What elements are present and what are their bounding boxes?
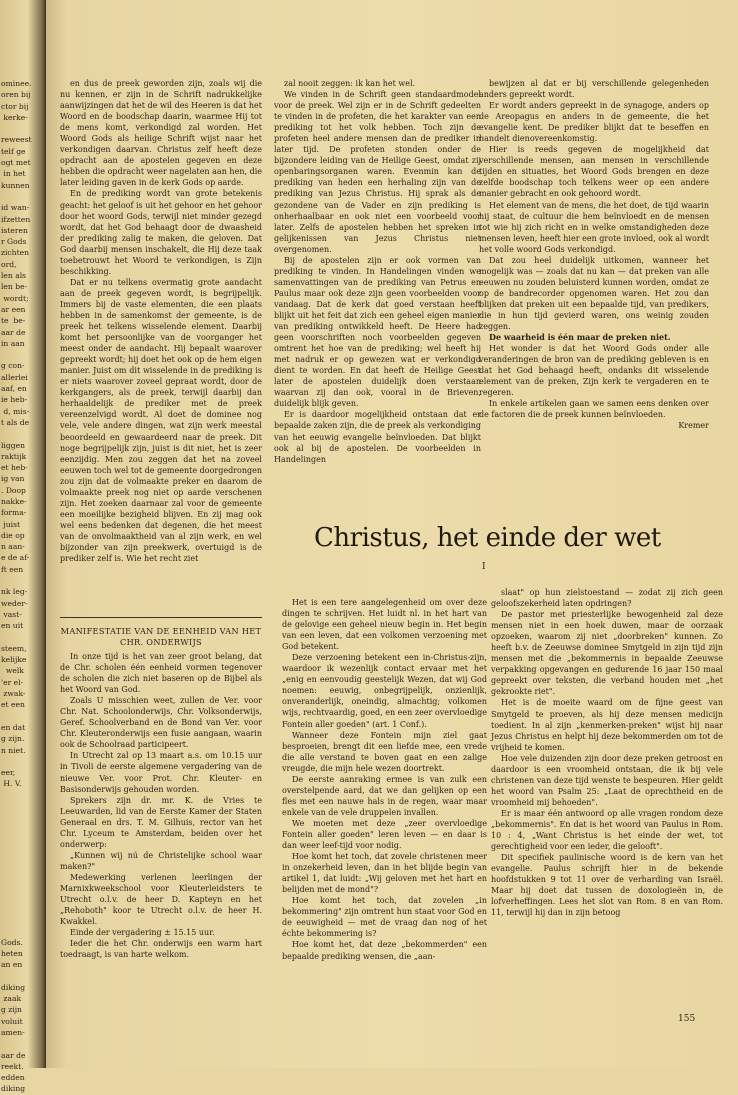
paragraph: Er is daardoor mogelijkheid ontstaan dat er bepaalde zaken zijn, die de preek als verkondiging van het eeuwig evangelie beïnvloeden. Dat blijkt ook al bij de apostelen. De voorbeelden in Handelingen xyxy=(274,410,481,464)
paragraph: Wanneer deze Fontein mijn ziel gaat besproeien, brengt dit een liefde mee, een vrede die alle verstand te boven gaat en een zalige vreugde, die mijn hele wezen doortrekt. xyxy=(282,730,487,773)
paragraph: bewijzen al dat er bij verschillende gelegenheden anders gepreekt wordt. xyxy=(479,79,709,100)
article-left-column xyxy=(60,78,262,598)
article-right-column xyxy=(479,78,709,443)
paragraph: We vinden in de Schrift geen standaardmodel voor de preek. Wel zijn er in de Schrift gedeelten te vinden in de profeten, die het karakter van een prediking tot het volk hebben. Toch zijn de profeten heel andere mensen dan de prediker in later tijd. De profeten stonden onder de bijzondere leiding van de Heilige Geest, omdat zij openbaringsorganen waren. Evenmin kan de prediking van heden een herhaling zijn van de prediking van Jezus Christus. Hij sprak als de gezondene van de Vader en zijn prediking is onherhaalbaar en ook niet een voorbeeld voor later. Zelfs de apostelen hebben het spreken in gelijkenissen van Jezus Christus niet overgenomen. xyxy=(274,90,481,254)
paragraph: Het is de moeite waard om de fijne geest van Smytgeld te proeven, als hij deze mensen medicijn toedient. In al zijn „kenmerken-preken" wijst hij naar Jezus Christus en helpt hij deze bekommerden om tot de vrijheid te komen. xyxy=(491,698,723,752)
manifestatie-heading: MANIFESTATIE VAN DE EENHEID VAN HET CHR. ONDERWIJS xyxy=(60,626,262,647)
paragraph: In onze tijd is het van zeer groot belang, dat de Chr. scholen één eenheid vormen tegenover de scholen die zich niet baseren op de Bijbel als het Woord van God. xyxy=(60,652,262,695)
paragraph: Ieder die het Chr. onderwijs een warm hart toedraagt, is van harte welkom. xyxy=(60,939,262,960)
paragraph: Het element van de mens, die het doet, de tijd waarin hij staat, de cultuur die hem beïnvloedt en de mensen tot wie hij zich richt en in welke omstandigheden deze mensen leven, heeft hier een grote invloed, ook al wordt het volle woord Gods verkondigd. xyxy=(479,200,709,254)
paragraph: zal nooit zeggen: ik kan het wel. xyxy=(284,79,416,88)
paragraph: Sprekers zijn dr. mr. K. de Vries te Leeuwarden, lid van de Eerste Kamer der Staten Generaal en drs. T. M. Gilhuis, rector van het Chr. Lyceum te Amsterdam, beiden over het onderwerp: xyxy=(60,795,262,849)
paragraph: In enkele artikelen gaan we samen eens denken over de factoren die de preek kunnen beïnvloeden. xyxy=(479,399,709,420)
magazine-page xyxy=(46,0,738,1068)
paragraph: Hoe vele duizenden zijn door deze preken getroost en daardoor is een vroomheid ontstaan, die ik bij vele christenen van deze tijd wenste te bespeuren. Hier geldt het woord van Psalm 25: „Laat de oprechtheid en de vroomheid mij behoeden". xyxy=(491,753,723,807)
paragraph: Einde der vergadering ± 15.15 uur. xyxy=(70,928,215,938)
paragraph: Dat zou heel duidelijk uitkomen, wanneer het mogelijk was — zoals dat nu kan — dat preken van alle eeuwen nu zouden beluisterd kunnen worden, omdat ze op de bandrecorder opgenomen waren. Het zou dan blijken dat preken uit een bepaalde tijd, van predikers, die in hun tijd gevierd waren, ons weinig zouden zeggen. xyxy=(479,255,709,332)
paragraph: De pastor met priesterlijke bewogenheid zal deze mensen niet in een hoek duwen, maar de oorzaak opzoeken, waarom zij niet „doorbreken" kunnen. Zo heeft b.v. de Zeeuwse dominee Smytgeld in zijn tijd zijn mensen met die „bekommernis in bepaalde Zeeuwse verpakking opgevangen en gedurende 16 jaar 150 maal gepreekt over teksten, die verband houden met „het gekrookte riet". xyxy=(491,610,723,697)
christus-column-1 xyxy=(282,597,487,1027)
paragraph: Hoe komt het, dat deze „bekommerden" een bepaalde prediking wensen, die „aan- xyxy=(282,940,487,961)
article-middle-column xyxy=(274,78,481,464)
previous-page-gutter xyxy=(0,0,46,1094)
manifestatie-column xyxy=(60,651,262,981)
paragraph: In Utrecht zal op 13 maart a.s. om 10.15 uur in Tivoli de eerste algemene vergadering van de nieuwe Ver. voor Prot. Chr. Kleuter- en Basisonderwijs gehouden worden. xyxy=(60,751,262,794)
paragraph: Hoe komt het toch, dat zovelen „in bekommering" zijn omtrent hun staat voor God en de eeuwigheid — met de vraag dan nog of het échte bekommering is? xyxy=(282,896,487,939)
paragraph: We moeten met deze „zeer overvloedige Fontein aller goeden" leren leven — en daar is dan weer leef-tijd voor nodig. xyxy=(282,818,487,851)
paragraph: Hier is reeds gegeven de mogelijkheid dat verschillende mensen, aan mensen in verschillende tijden en situaties, het Woord Gods brengen en deze zelfde boodschap toch telkens weer op een andere manier gebracht en ook gehoord wordt. xyxy=(479,145,709,199)
paragraph: Het wonder is dat het Woord Gods onder alle veranderingen de bron van de prediking gebleven is en dat het God behaagd heeft, ondanks dit wisselende element van de preken, Zijn kerk te vergaderen en te regeren. xyxy=(479,344,709,398)
paragraph: Er is maar één antwoord op alle vragen rondom deze „bekommernis". En dat is het woord van Paulus in Rom. 10 : 4, „Want Christus is het einde der wet, tot gerechtigheid voor een ieder, die gelooft". xyxy=(491,808,723,852)
paragraph: De eerste aanraking ermee is van zulk een overstelpende aard, dat we dan gelijken op een fles met een nauwe hals in de regen, waar maar enkele van de vele druppelen invallen. xyxy=(282,774,487,817)
paragraph: Dat er nu telkens overmatig grote aandacht aan de preek gegeven wordt, is begrijpelijk. Immers bij de vaste elementen, die een plaats hebben in de samenkomst der gemeente, is de preek het telkens wisselende element. Daarbij komt het persoonlijke van de voorganger het meest onder de aandacht. Hij bepaalt waarover gepreekt wordt; hij doet het ook op de hem eigen manier. Juist om dit wisselende in de prediking is er niets waarover zoveel gepraat wordt, door de kerkgangers, als de preek, terwijl daarbij dan herhaaldelijk de prediker met de preek vereenzelvigd wordt. Al doet de dominee nog vele, vele andere dingen, wat zijn werk meestal beoordeeld en gewaardeerd naar de preek. Dit nogе begrijpelijk zijn, juist is dit niet, het is zeer eenzijdig. Men zou zeggen dat het na zoveel eeuwen toch wel tot de gemeente doorgedrongen zou zijn dat de volmaakte preker en daarom de volmaakte preek nog niet op aarde verschenen zijn. Het zoeken daarnaar zal voor de gemeente een moeilijke bezigheid blijven. En zij mag ook wel eens bedenken dat degenen, die het meest van de onvolmaaktheid van al zijn werk, en wel bijzonder van zijn preekwerk, overtuigd is de prediker zelf is. Wie het recht ziet xyxy=(60,277,262,564)
gutter-text-fragments: ominee. oren bij ctor bij kerke- reweest telf ge ogt met in het kunnen id wan- ifzetten isteren r Gods zichten ord, len als len be- wordt; ar een te be- aar de in aan g con- allerlei aaf, en ie heb- d, mis- t als de liggen raktijk et heb- ig van . Doop nakke- forma- juist die op n aan- e de af- ft een nk leg- weder- vast- en uit steem, kelijke welk 'er el- zwak- et een en dat g zijn. n niet. eer, H. V. Gods. heten an en diking zaak g zijn voluit amen- aar de reekt. edden diking xyxy=(1,79,32,1094)
paragraph: En de prediking wordt van grote betekenis geacht: het geloof is uit het gehoor en het gehoor door het woord Gods, terwijl niet minder gezegd wordt, dat het God behaagt door de dwaasheid der prediking zalig te maken, die geloven. Dat God daarbij mensen inschakelt, die Hij deze taak toebetrouwt het Woord te verkondigen, is Zijn beschikking. xyxy=(60,189,262,276)
paragraph: en dus de preek geworden zijn, zoals wij die nu kennen, er zijn in de Schrift nadrukkelijke aanwijzingen dat het de wil des Heeren is dat het Woord en de boodschap daarin, waarmee Hij tot de mens komt, verkondigd zal worden. Het Woord Gods als heilige Schrift wijst naar het verkondigen daarvan. Christus zelf heeft deze opdracht aan de apostelen gegeven en deze hebben die opdracht weer nagelaten aan hen, die later leiding gaven in de kerk Gods op aarde. xyxy=(60,79,262,188)
paragraph: Dit specifiek paulinische woord is de kern van het evangelie. Paulus schrijft hier in de bekende hoofdstukken 9 tot 11 over de verharding van Israël. Maar hij doet dat tussen de doxologieën in, de lofverheffingen. Lees het slot van Rom. 8 en van Rom. 11, terwijl hij dan in zijn betoog xyxy=(491,853,723,918)
paragraph: Bij de apostelen zijn er ook vormen van prediking te vinden. In Handelingen vinden we samenvattingen van de prediking van Petrus en Paulus maar ook deze zijn geen voorbeelden voor vandaag. Dat de kerk dat goed verstaan heeft blijkt uit het feit dat zich een geheel eigen manier van prediking ontwikkeld heeft. De Heere had geen voorschriften noch voorbeelden gegeven omtrent het hoe van de prediking; wel heeft hij met nadruk er op gewezen wat er verkondigd dient te worden. En dat heeft de Heilige Geest later de apostelen duidelijk doen verstaan waarvan zij dan ook, vooral in de Brieven, duidelijk blijk geven. xyxy=(274,255,481,409)
article-part-number: I xyxy=(482,562,486,572)
page-number: 155 xyxy=(678,1014,696,1024)
paragraph: „Kunnen wij nú de Christelijke school waar maken?" xyxy=(60,850,262,871)
paragraph: Hoe komt het toch, dat zovele christenen meer in onzekerheid leven, dan in het blijde begin van artikel 1, dat luidt: „Wij geloven met het hart en belijden met de mond"? xyxy=(282,852,487,895)
author-signature: Kremer xyxy=(678,421,709,431)
paragraph: Er wordt anders gepreekt in de synagoge, anders op de Areopagus en anders in de gemeente, die het evangelie kent. De prediker blijkt dat te beseffen en handelt dienovereenkomstig. xyxy=(479,101,709,144)
article-title: Christus, het einde der wet xyxy=(314,523,661,553)
paragraph: Het is een tere aangelegenheid om over deze dingen te schrijven. Het luidt nl. in het hart van de gelovige een geheel nieuw begin in. Het begin van een leven, dat een volkomen verzoening met God betekent. xyxy=(282,598,487,652)
paragraph: Zoals U misschien weet, zullen de Ver. voor Chr. Nat. Schoolonderwijs, Chr. Volksonderwijs, Geref. Schoolverband en de Bond van Ver. voor Chr. Kleuteronderwijs een fusie aangaan, waarin ook de Schoolraad participeert. xyxy=(60,696,262,750)
christus-column-2 xyxy=(491,587,723,1017)
paragraph: Medewerking verlenen leerlingen der Marnixkweekschool voor Kleuterleidsters te Utrecht o.l.v. de heer D. Kapteyn en het „Rehoboth" koor te Utrecht o.l.v. de heer H. Kwakkel. xyxy=(60,872,262,927)
paragraph: slaat" op hun zielstoestand — zodat zij zich geen geloofszekerheid laten opdringen? xyxy=(491,588,723,609)
paragraph: Deze verzoening betekent een in-Christus-zijn, waardoor ik wezenlijk contact ervaar met het „enig en eenvoudig geestelijk Wezen, dat wij God noemen: eeuwig, onbegrijpelijk, onzienlijk, onveranderlijk, oneindig, almachtig; volkomen wijs, rechtvaardig, goed, en een zeer overvloedige Fontein aller goeden" (art. 1 Conf.). xyxy=(282,653,487,729)
section-divider xyxy=(60,617,262,618)
paragraph-emphasis: De waarheid is één maar de preken niet. xyxy=(489,332,671,343)
